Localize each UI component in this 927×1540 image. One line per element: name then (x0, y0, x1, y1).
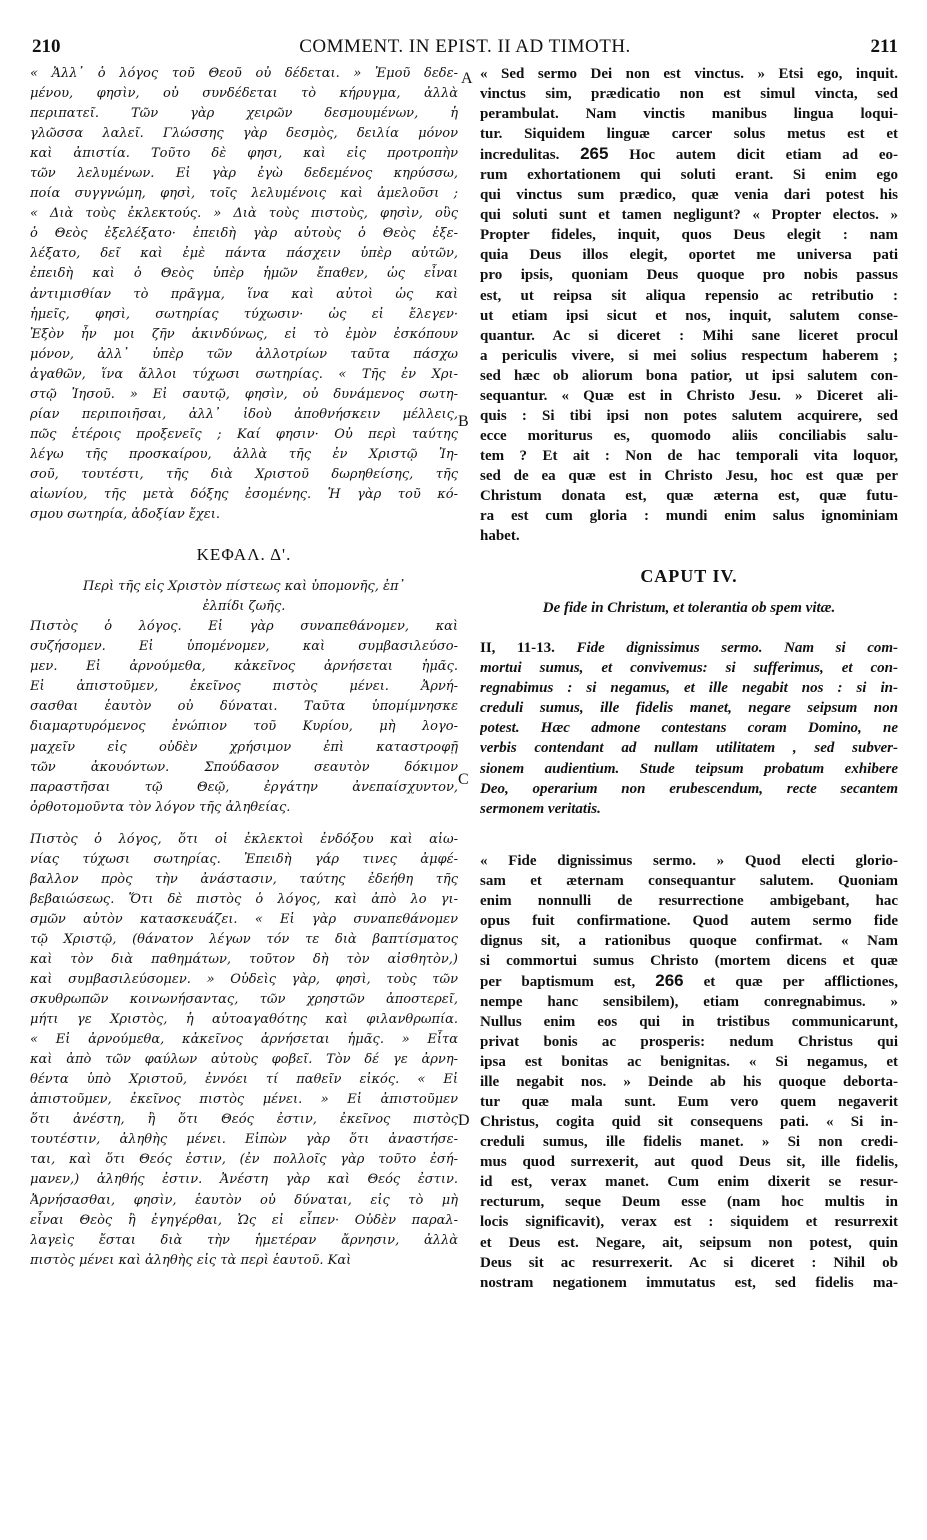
text-line: ποία συγγνώμη, φησὶ, τοῖς λελυμένοις καὶ ἀμελοῦσι ; (30, 186, 458, 202)
text-line: λαγεὶς ἔσται διὰ τὴν ἡμετέραν ἄρνησιν, ἀλλὰ (30, 1232, 458, 1248)
text-line: opus fuit confirmatione. Quod autem sermo fide (480, 912, 898, 929)
greek-chapter-heading: ΚΕΦΑΛ. Δ'. (196, 545, 292, 565)
text-line: sermonem veritatis. (480, 800, 601, 817)
text-line: ἀπιστοῦμεν, ἐκεῖνος πιστὸς μένει. » Εἰ ἀπιστοῦμεν (30, 1092, 458, 1108)
text-line: μόνον, ἀλλ᾽ ὑπὲρ τῶν ἀλλοτρίων ταῦτα πάσχω (30, 346, 458, 362)
text-line: μεν. Εἰ ἀρνούμεθα, κἀκεῖνος ἀρνήσεται ἡμᾶς. (30, 659, 458, 675)
latin-column (480, 64, 898, 1293)
text-line: « Fide dignissimus sermo. » Quod electi glorio- (480, 852, 898, 869)
text-line: τῶν λελυμένων. Εἰ γὰρ ἐγὼ δεδεμένος κηρύσσω, (30, 166, 458, 182)
text-line: Christum donata est, quæ æterna est, quæ futu- (480, 487, 898, 504)
text-line: σασθαι ἑαυτὸν οὐ δύναται. Ταῦτα ὑπομίμνησκε (30, 699, 458, 715)
text-line: sionem audientium. Stude teipsum probatum exhibere (480, 760, 898, 777)
text-line: potest. Hæc admone contestans coram Domino, ne (480, 720, 898, 737)
text-line: σκυθρωπῶν κοινωνήσαντας, τῶν χρηστῶν ἀποστερεῖ, (30, 992, 458, 1008)
text-line: μένου, φησὶν, οὐ συνδέδεται τὸ κήρυγμα, ἀλλὰ (30, 86, 458, 102)
page-number-left: 210 (32, 36, 61, 57)
latin-paragraph-2 (480, 851, 898, 1293)
text-line: regnabimus : si negamus, et ille negabit nos : si in- (480, 680, 898, 697)
section-marker-c: C (458, 771, 469, 788)
text-line: « Sed sermo Dei non est vinctus. » Etsi ego, inquit. (480, 66, 898, 82)
text-line: βαλλον πρὸς τὴν ἀνάστασιν, ταύτης ἐδεήθη τῆς (30, 871, 458, 887)
text-line: ra est cum gloria : mundi enim salus ignominiam (480, 508, 898, 525)
text-line: « Ἀλλ᾽ ὁ λόγος τοῦ Θεοῦ οὐ δέδεται. » Ἐμοῦ δεδε- (30, 66, 458, 81)
text-line: mus quod surrexerit, aut quod Deus sit, ille fidelis, (480, 1154, 898, 1171)
text-line: ille negabit nos. » Deinde ab his quoque deborta- (480, 1074, 898, 1091)
section-marker-a: A (461, 70, 473, 87)
latin-scripture-text (480, 638, 898, 818)
text-fragment: et quæ per afflictiones, (703, 973, 898, 990)
text-line: nostram negationem immutatus est, sed fidelis ma- (480, 1274, 898, 1291)
text-line: creduli sumus, ille fidelis manet, negare seipsum non (480, 700, 898, 717)
text-line: παραστῆσαι τῷ Θεῷ, ἐργάτην ἀνεπαίσχυντον, (30, 779, 458, 795)
text-line: εἶναι Θεὸς ἢ ἐγηγέρθαι, Ὡς εἰ εἶπεν· Οὐδὲν παραλ- (30, 1212, 458, 1228)
text-line: creduli sumus, ille fidelis manet. » Si non credi- (480, 1134, 898, 1151)
text-line: quis : Si tibi ipsi non potes salutem acquirere, sed (480, 407, 898, 424)
page-number-right: 211 (870, 36, 898, 57)
text-line: ipsa est bonitas ac benignitas. « Si negamus, et (480, 1054, 898, 1071)
latin-chapter-heading: CAPUT IV. (640, 566, 738, 587)
text-line: Deus sit ac resurrexerit. Ac si diceret : Nihil ob (480, 1254, 898, 1271)
text-line: sed de ea quæ est in Christo Jesu, hoc est quæ per (480, 467, 898, 484)
text-line: ται, καὶ ὅτι Θεός ἐστιν, (ἐν πολλοῖς γὰρ τοῦτο ἐσή- (30, 1152, 458, 1168)
text-line: quia Deus illos elegit, oportet me universa pati (480, 247, 898, 264)
text-line: Περὶ τῆς εἰς Χριστὸν πίστεως καὶ ὑπομονῆς, ἐπ᾽ (82, 579, 406, 595)
text-line: πῶς ἑτέροις προξενεῖς ; Καί φησιν· Οὐ περὶ ταύτης (30, 426, 458, 442)
text-line: τῷ Χριστῷ, (θάνατον λέγων τόν τε διὰ βαπτίσματος (30, 931, 458, 947)
latin-paragraph-1 (480, 64, 898, 546)
text-line: νίας τύχωσι σωτηρίας. Ἐπειδὴ γάρ τινες ἀμφέ- (30, 851, 458, 867)
text-line: Πιστὸς ὁ λόγος. Εἰ γὰρ συναπεθάνομεν, καὶ (30, 619, 458, 635)
text-line: βεβαιώσεως. Ὅτι δὲ πιστὸς ὁ λόγος, καὶ ἀπὸ λο γι- (30, 891, 458, 907)
text-line: Ἀρνήσασθαι, φησὶν, ἑαυτὸν οὐ δύναται, εἰς τὸ μὴ (30, 1192, 458, 1208)
text-line: habet. (480, 528, 520, 545)
text-line: ἀγαθῶν, ἵνα ἄλλοι τύχωσι σωτηρίας. « Τῆς ἐν Χρι- (30, 366, 458, 382)
column-number: 265 (580, 144, 609, 164)
text-line: σοῦ, τουτέστι, τῆς διὰ Χριστοῦ δωρηθείσης, τῆς (30, 466, 458, 482)
section-marker-d: D (458, 1112, 470, 1129)
text-line: καὶ τὸν διὰ παθημάτων, τοῦτον δὴ τὸν αἰσθητὸν,) (30, 951, 458, 967)
text-line: a periculis vivere, si mei solius respectum haberem ; (480, 347, 898, 364)
text-line: rum exhortationem qui soluti erant. Si enim ego (480, 167, 898, 184)
text-line: perambulat. Nam vinctis manibus lingua loqui- (480, 106, 898, 123)
text-line: ἀντιμισθίαν τὸ πρᾶγμα, ἵνα καὶ αὐτοὶ ὡς καὶ (30, 286, 458, 302)
text-line: id est, verax manet. Cum enim dixerit se resur- (480, 1174, 898, 1191)
text-line: ἡμεῖς, φησὶ, σωτηρίας τύχωσιν· ὡς εἰ ἔλεγεν· (30, 306, 458, 322)
text-line: Deo, operarium non erubescendum, recte secantem (480, 780, 898, 797)
text-line: Ἐξὸν ἦν μοι ζῆν ἀκινδύνως, εἰ τὸ ἐμὸν ἐσκόπουν (30, 326, 458, 342)
text-line: si commortui sumus Christo (mortem dicens et quæ (480, 952, 898, 969)
text-line: μήτι γε Χριστὸς, ἡ αὐτοαγαθότης καὶ φιλανθρωπία. (30, 1012, 458, 1028)
text-line: tur quæ mala sunt. Eum vero quem negaverit (480, 1094, 898, 1111)
text-line: αἰωνίου, τῆς μετὰ δόξης ἐσομένης. Ἡ γὰρ τοῦ κό- (30, 486, 458, 502)
text-line: tur. Siquidem linguæ carcer solus metus est et (480, 126, 898, 143)
text-line: ἐλπίδι ζωῆς. (202, 599, 286, 615)
text-line: ut etiam ipsi sicut et nos, inquit, salutem conse- (480, 307, 898, 324)
text-line: λέξατο, δεῖ καὶ ἐμὲ πάντα πάσχειν ὑπὲρ αὐτῶν, (30, 246, 458, 262)
text-line: καὶ ἀπὸ τῶν φαύλων αὐτοὺς φοβεῖ. Τὸν δέ γε ἀρνη- (30, 1052, 458, 1068)
text-line: ὀρθοτομοῦντα τὸν λόγον τῆς ἀληθείας. (30, 799, 291, 815)
text-line: Εἰ ἀπιστοῦμεν, ἐκεῖνος πιστὸς μένει. Ἀρνή- (30, 679, 458, 695)
text-line: dignus sit, a rationibus quoque confirmat. « Nam (480, 932, 898, 949)
text-line: quantur. Ac si diceret : Mihi sane liceret procul (480, 327, 898, 344)
text-line (480, 144, 898, 165)
text-line: τουτέστιν, ἀληθὴς μένει. Εἰπὼν γὰρ ὅτι ἀναστήσε- (30, 1132, 458, 1148)
text-line: γλῶσσα λαλεῖ. Γλώσσης γὰρ δεσμὸς, δειλία μόνον (30, 126, 458, 142)
text-line: λέγω τῆς προσκαίρου, ἀλλὰ τῆς ἐν Χριστῷ Ἰη- (30, 446, 458, 462)
running-header (32, 36, 898, 60)
latin-chapter-subheading: De fide in Christum, et tolerantia ob spem vitæ. (542, 600, 836, 617)
text-line: ἐπειδὴ καὶ ὁ Θεὸς ὑπὲρ ἡμῶν ἔπαθεν, ὡς εἶναι (30, 266, 458, 282)
section-marker-b: B (458, 413, 469, 430)
text-line: sequantur. « Quæ est in Christo Jesu. » Diceret ali- (480, 387, 898, 404)
text-line: « Διὰ τοὺς ἐκλεκτούς. » Διὰ τοὺς πιστοὺς, φησὶν, οὓς (30, 206, 458, 222)
text-line: sam et æternam consequantur salutem. Quoniam (480, 872, 898, 889)
text-line: καὶ ἀπιστία. Τοῦτο δὲ φησι, καὶ εἰς προτροπὴν (30, 146, 458, 162)
text-line: nempe hanc sensibilem), etiam conregnabimus. » (480, 993, 898, 1010)
text-line: καὶ συμβασιλεύσομεν. » Οὐδεὶς γὰρ, φησὶ, τοὺς τῶν (30, 972, 458, 988)
text-line: privat bonis ac prosperis: nedum Christus qui (480, 1034, 898, 1051)
text-line: pro ipsis, quoniam Deus quoque pro nobis passus (480, 267, 898, 284)
greek-scripture-text (30, 617, 458, 817)
text-line: verbis contendant ad nullam utilitatem , sed subver- (480, 740, 898, 757)
column-number: 266 (655, 970, 684, 990)
text-line: μανεν,) ἀληθής ἐστιν. Ἀνέστη γὰρ καὶ Θεός ἐστιν. (30, 1172, 458, 1188)
text-line: θέντα ὑπὸ Χριστοῦ, ἐννόει τί παθεῖν εἰκός. « Εἰ (30, 1072, 458, 1088)
text-fragment: Hoc autem dicit etiam ad eo- (629, 147, 898, 164)
text-line: Propter fideles, inquit, quos Deus elegit : nam (480, 227, 898, 244)
greek-paragraph-2 (30, 830, 458, 1271)
text-fragment: per baptismum est, (480, 973, 636, 990)
text-line: tem ? Et ait : Non de hac temporali vita loquor, (480, 447, 898, 464)
text-line: συζήσομεν. Εἰ ὑπομένομεν, καὶ συμβασιλεύσο- (30, 639, 458, 655)
text-line: τῶν ἀκουόντων. Σπούδασον σεαυτὸν δόκιμον (30, 759, 458, 775)
greek-chapter-subheading (30, 577, 458, 617)
text-line: στῷ Ἰησοῦ. » Εἰ σαυτῷ, φησὶν, οὐ δυνάμενος σωτη- (30, 386, 458, 402)
text-line: Πιστὸς ὁ λόγος, ὅτι οἱ ἐκλεκτοὶ ἐνδόξου καὶ αἰω- (30, 831, 458, 847)
text-line: mortui sumus, et convivemus: si sufferimus, et con- (480, 660, 898, 677)
text-line: enim nonnulli de resurrectione ambigebant, hac (480, 892, 898, 909)
text-line: qui soluti sunt et tamen negligunt? « Propter electos. » (480, 207, 898, 224)
scripture-reference: II, 11-13. (480, 640, 555, 657)
text-line: μαχεῖν εἰς οὐδὲν χρήσιμον ἐπὶ καταστροφῇ (30, 739, 458, 755)
text-fragment: Fide dignissimus sermo. Nam si com- (576, 640, 898, 657)
greek-column (30, 64, 458, 1271)
text-line: Nullus enim eos qui in tristibus communicarunt, (480, 1014, 898, 1031)
text-line: sed hæc ob aliorum bona patior, ut ipsi salutem con- (480, 367, 898, 384)
text-line: locis significavit), verax est : siquidem et resurrexit (480, 1214, 898, 1231)
text-line: περιπατεῖ. Τῶν γὰρ χειρῶν δεσμουμένων, ἡ (30, 106, 458, 122)
text-line: est, ut reipsa sit aliqua repensio ac retributio : (480, 287, 898, 304)
text-line: ecce moriturus es, quomodo aliis conciliabis salu- (480, 427, 898, 444)
text-line: vinctus sim, prædicatio non est simul vincta, sed (480, 86, 898, 103)
text-line: et Deus est. Negare, ait, seipsum non potest, quin (480, 1234, 898, 1251)
greek-paragraph-1 (30, 64, 458, 525)
text-line: ρίαν περιποιῆσαι, ἀλλ᾽ ἰδοὺ ἀποθνήσκειν μέλλεις, (30, 406, 458, 422)
text-line: σμου σωτηρία, ἀδοξίαν ἔχει. (30, 507, 220, 523)
text-line (480, 971, 898, 992)
text-line: qui vinctus sum prædico, quæ venia dari potest his (480, 187, 898, 204)
text-line: « Εἰ ἀρνούμεθα, κἀκεῖνος ἀρνήσεται ἡμᾶς. » Εἶτα (30, 1032, 458, 1048)
text-fragment: incredulitas. (480, 147, 560, 164)
text-line: πιστὸς μένει καὶ ἀληθὴς εἰς τὰ περὶ ἑαυτοῦ. Καὶ (30, 1252, 352, 1268)
text-line: σμῶν αὐτὸν κατασκευάζει. « Εἰ γὰρ συναπεθάνομεν (30, 911, 458, 927)
text-line: recturum, seque Deum esse (nam hoc multis in (480, 1194, 898, 1211)
text-line: ὁ Θεὸς ἐξελέξατο· ἐπειδὴ γὰρ αὐτοὺς ὁ Θεὸς ἐξε- (30, 226, 458, 242)
text-line: Christus, cogita quid sit consequens pati. « Si in- (480, 1114, 898, 1131)
text-line: διαμαρτυρόμενος ἐνώπιον τοῦ Κυρίου, μὴ λογο- (30, 719, 458, 735)
text-line: ὅτι ἀνέστη, ἢ ὅτι Θεός ἐστιν, ἐκεῖνος πιστὸς (30, 1112, 458, 1128)
running-title: COMMENT. IN EPIST. II AD TIMOTH. (299, 36, 631, 57)
text-line (480, 638, 898, 658)
